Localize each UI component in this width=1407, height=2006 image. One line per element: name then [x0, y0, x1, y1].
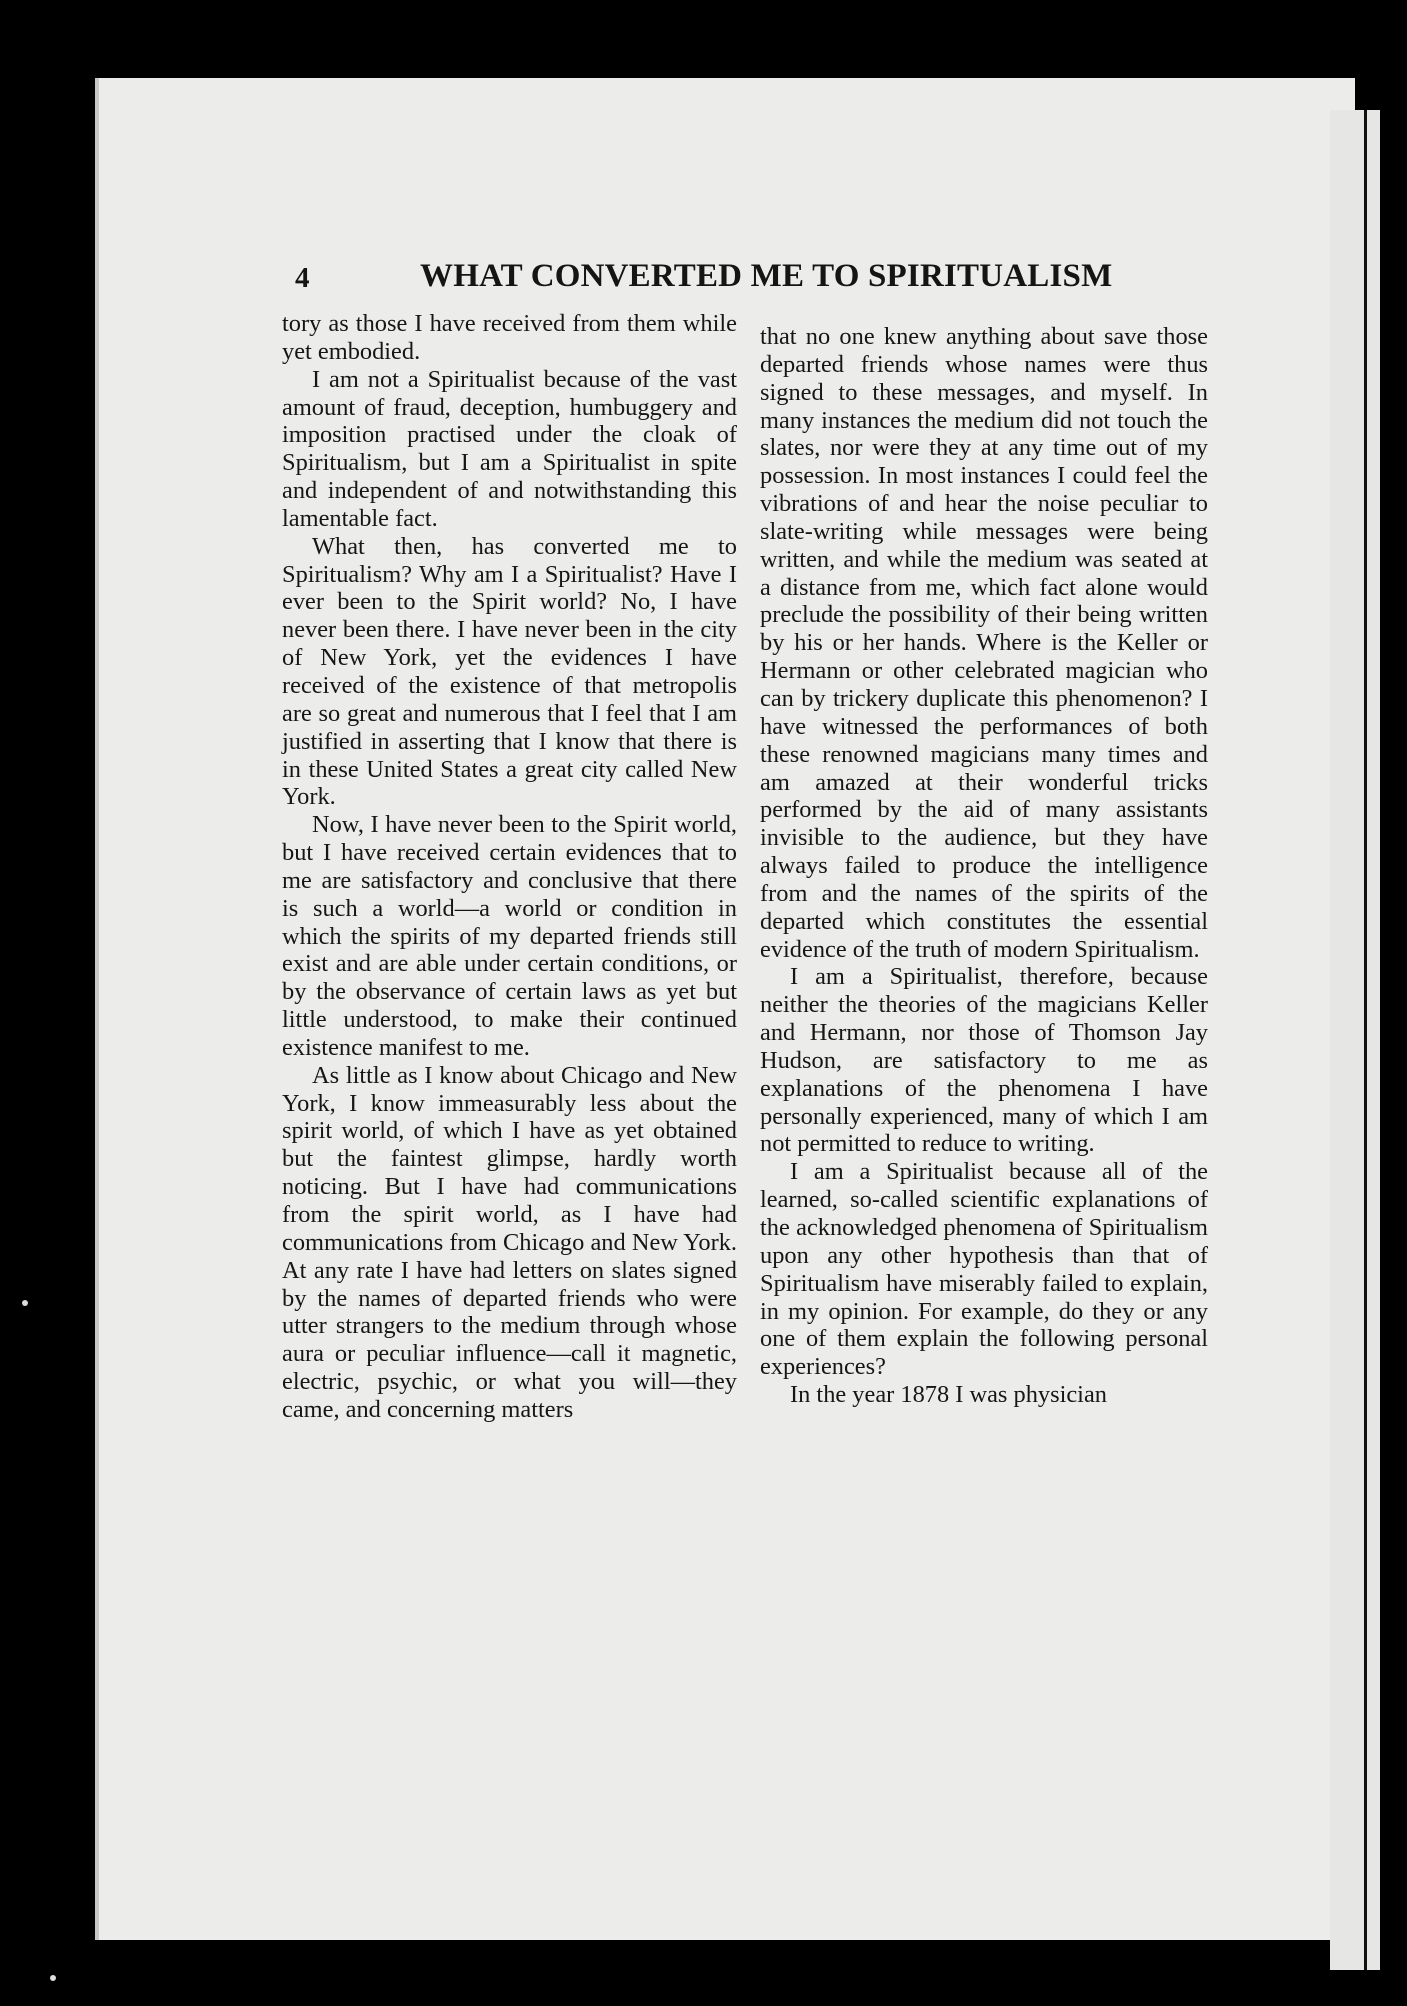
- page-number: 4: [295, 262, 310, 294]
- paragraph: I am a Spiritualist because all of the learned, so-called scientific explanations of the acknowledged phenomena of Spiritualism upon any other hypothesis than that of Spiritualism have miserably failed to explain, in my opinion. For example, do they or any one of them explain the following personal experiences?: [760, 1158, 1208, 1381]
- running-head: WHAT CONVERTED ME TO SPIRITUALISM: [420, 258, 1113, 294]
- scan-speck: [22, 1300, 28, 1306]
- gutter-line: [1364, 110, 1367, 1970]
- paragraph: As little as I know about Chicago and New York, I know immeasurably less about the spirit world, of which I have as yet obtained but the faintest glimpse, hardly worth noticing. But I have had communications from the spirit world, as I have had communications from Chicago and New York. At any rate I have had letters on slates signed by the names of departed friends who were utter strangers to the medium through whose aura or peculiar influence—call it magnetic, electric, psychic, or what you will—they came, and concerning matters: [282, 1061, 737, 1423]
- paragraph: tory as those I have received from them while yet embodied.: [282, 310, 737, 365]
- left-text-column: [282, 310, 737, 1424]
- paragraph: I am not a Spiritualist because of the vast amount of fraud, deception, humbuggery and imposition practised under the cloak of Spiritualism, but I am a Spiritualist in spite and independent of and notwithstanding this lamentable fact.: [282, 365, 737, 532]
- paragraph: that no one knew anything about save those departed friends whose names were thus signed to these messages, and myself. In many instances the medium did not touch the slates, nor were they at any time out of my possession. In most instances I could feel the vibrations of and hear the noise peculiar to slate-writing while messages were being written, and while the medium was seated at a distance from me, which fact alone would preclude the possibility of their being written by his or her hands. Where is the Keller or Hermann or other celebrated magician who can by trickery duplicate this phenomenon? I have witnessed the performances of both these renowned magicians many times and am amazed at their wonderful tricks performed by the aid of many assistants invisible to the audience, but they have always failed to produce the intelligence from and the names of the spirits of the departed which constitutes the essential evidence of the truth of modern Spiritualism.: [760, 323, 1208, 963]
- page-header: [295, 258, 1113, 308]
- paragraph: In the year 1878 I was physician: [790, 1381, 1107, 1409]
- paragraph: Now, I have never been to the Spirit world, but I have received certain evidences that to me are satisfactory and conclusive that there is such a world—a world or condition in which the spirits of my departed friends still exist and are able under certain conditions, or by the observance of certain laws as yet but little understood, to make their continued existence manifest to me.: [282, 811, 737, 1061]
- right-text-column: [760, 323, 1208, 1409]
- paragraph: What then, has converted me to Spiritualism? Why am I a Spiritualist? Have I ever been to the Spirit world? No, I have never been there. I have never been in the city of New York, yet the evidences I have received of the existence of that metropolis are so great and numerous that I feel that I am justified in asserting that I know that there is in these United States a great city called New York.: [282, 532, 737, 811]
- paragraph: I am a Spiritualist, therefore, because neither the theories of the magicians Keller and Hermann, nor those of Thomson Jay Hudson, are satisfactory to me as explanations of the phenomena I have personally experienced, many of which I am not permitted to reduce to writing.: [760, 963, 1208, 1158]
- page-edge: [95, 78, 99, 1940]
- facing-page-edge: [1330, 110, 1380, 1970]
- scan-speck: [50, 1975, 56, 1981]
